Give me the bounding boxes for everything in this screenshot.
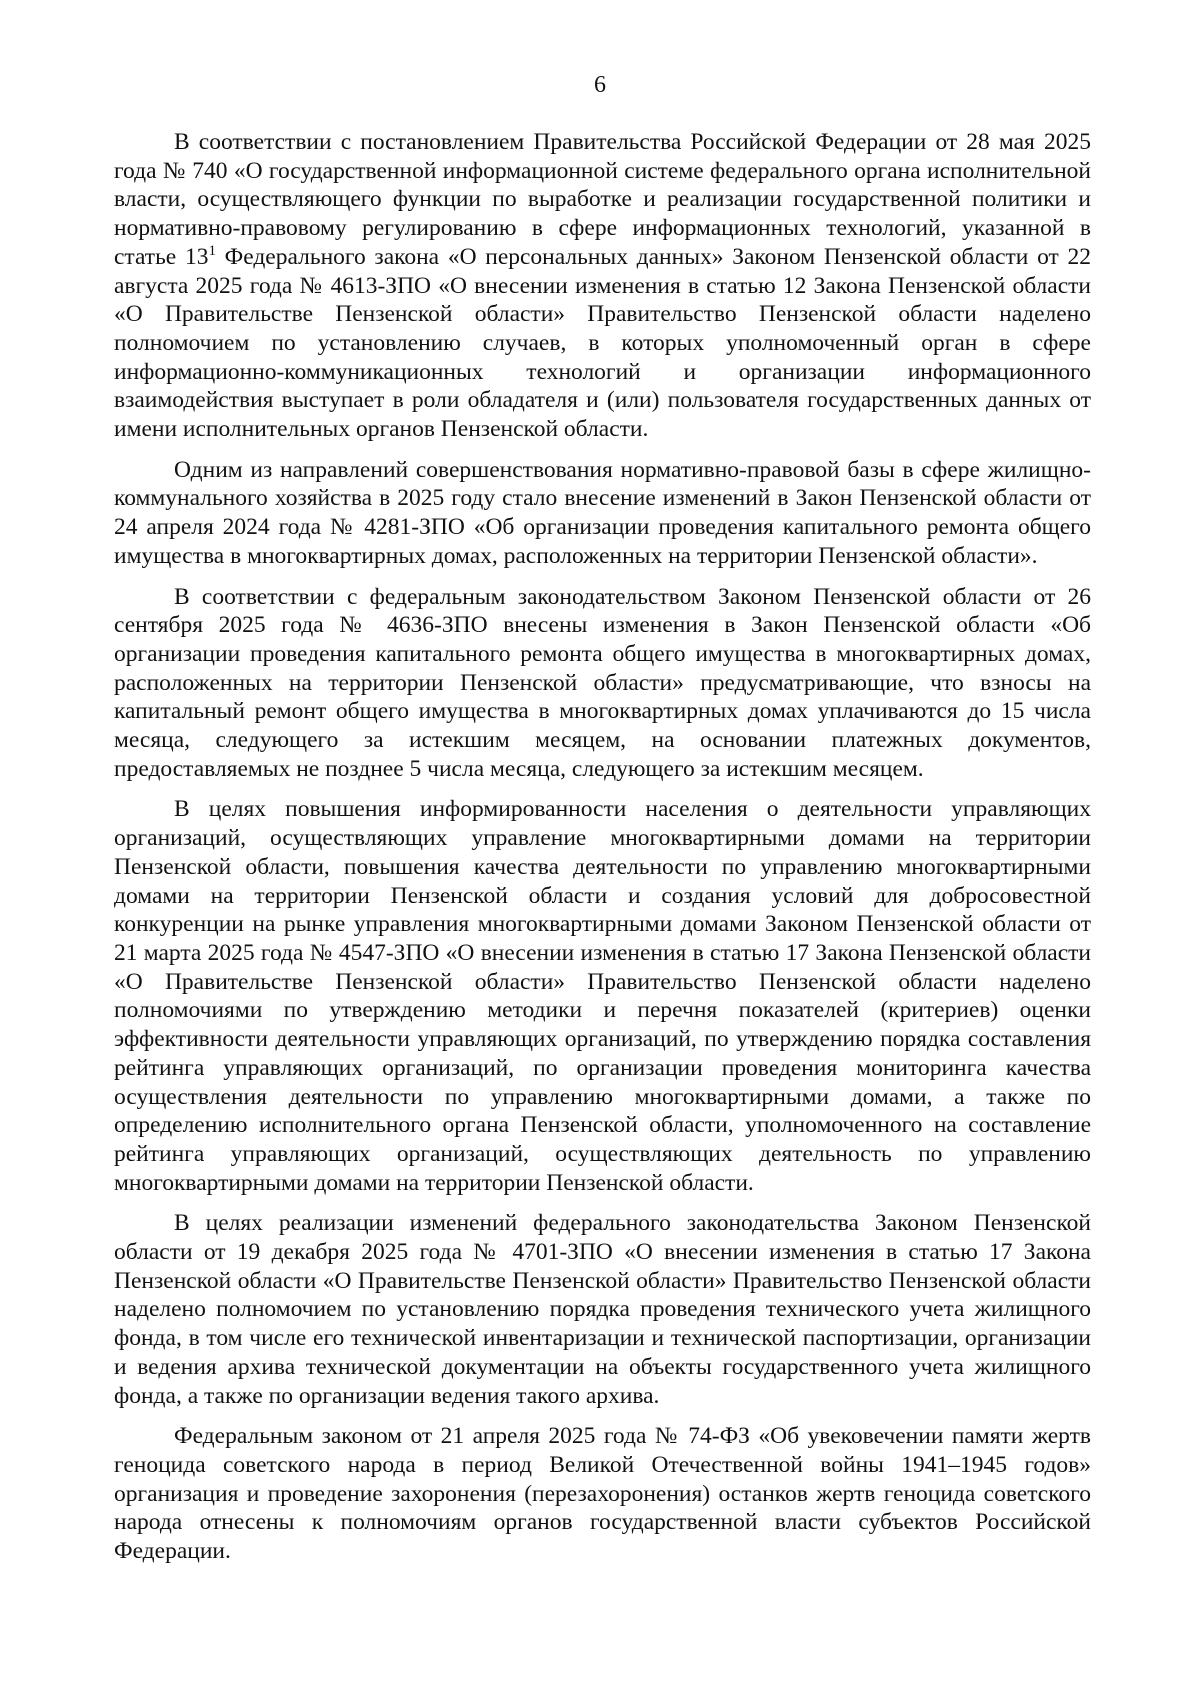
paragraph-personal-data bbox=[114, 128, 1091, 444]
page-number: 6 bbox=[594, 72, 606, 98]
paragraph-capital-repair: В соответствии с федеральным законодательством Законом Пензенской области от 26 сентября 2025 года № 4636-ЗПО внесены изменения в Закон Пензенской области «Об организации проведения капитального ремонта общего имущества в многоквартирных домах, расположенных на территории Пензенской области» предусматривающие, что взносы на капитальный ремонт общего имущества в многоквартирных домах уплачиваются до 15 числа месяца, следующего за истекшим месяцем, на основании платежных документов, предоставляемых не позднее 5 числа месяца, следующего за истекшим месяцем. bbox=[114, 583, 1091, 782]
paragraph-technical-accounting: В целях реализации изменений федерального законодательства Законом Пензенской области от 19 декабря 2025 года № 4701-ЗПО «О внесении изменения в статью 17 Закона Пензенской области «О Правительстве Пензенской области» Правительство Пензенской области наделено полномочием по установлению порядка проведения технического учета жилищного фонда, в том числе его технической инвентаризации и технической паспортизации, организации и ведения архива технической документации на объекты государственного учета жилищного фонда, а также по организации ведения такого архива. bbox=[114, 1210, 1091, 1409]
paragraph-text: Федерального закона «О персональных данных» Законом Пензенской области от 22 августа 2025 года № 4613-ЗПО «О внесении изменения в статью 12 Закона Пензенской области «О Правительстве Пензенской области» Правительство Пензенской области наделено полномочием по установлению случаев, в которых уполномоченный орган в сфере информационно-коммуникационных технологий и организации информационного взаимодействия выступает в роли обладателя и (или) пользователя государственных данных от имени исполнительных органов Пензенской области. bbox=[114, 243, 1091, 443]
paragraph-genocide-memory: Федеральным законом от 21 апреля 2025 года № 74-ФЗ «Об увековечении памяти жертв геноцида советского народа в период Великой Отечественной войны 1941–1945 годов» организация и проведение захоронения (перезахоронения) останков жертв геноцида советского народа отнесены к полномочиям органов государственной власти субъектов Российской Федерации. bbox=[114, 1423, 1091, 1565]
document-body bbox=[114, 128, 1091, 1578]
paragraph-management-companies: В целях повышения информированности населения о деятельности управляющих организаций, осуществляющих управление многоквартирными домами на территории Пензенской области, повышения качества деятельности по управлению многоквартирными домами на территории Пензенской области и создания условий для добросовестной конкуренции на рынке управления многоквартирными домами Законом Пензенской области от 21 марта 2025 года № 4547-ЗПО «О внесении изменения в статью 17 Закона Пензенской области «О Правительстве Пензенской области» Правительство Пензенской области наделено полномочиями по утверждению методики и перечня показателей (критериев) оценки эффективности деятельности управляющих организаций, по утверждению порядка составления рейтинга управляющих организаций, по организации проведения мониторинга качества осуществления деятельности по управлению многоквартирными домами, а также по определению исполнительного органа Пензенской области, уполномоченного на составление рейтинга управляющих организаций, осуществляющих деятельность по управлению многоквартирными домами на территории Пензенской области. bbox=[114, 796, 1091, 1196]
paragraph-housing-law: Одним из направлений совершенствования нормативно-правовой базы в сфере жилищно-коммунального хозяйства в 2025 году стало внесение изменений в Закон Пензенской области от 24 апреля 2024 года № 4281-ЗПО «Об организации проведения капитального ремонта общего имущества в многоквартирных домах, расположенных на территории Пензенской области». bbox=[114, 456, 1091, 569]
paragraph-text: В соответствии с постановлением Правительства Российской Федерации от 28 мая 2025 года № 740 «О государственной информационной системе федерального органа исполнительной власти, осуществляющего функции по выработке и реализации государственной политики и нормативно-правовому регулированию в сфере информационных технологий, указанной в статье 13 bbox=[114, 129, 1091, 270]
article-superscript: 1 bbox=[208, 242, 216, 259]
